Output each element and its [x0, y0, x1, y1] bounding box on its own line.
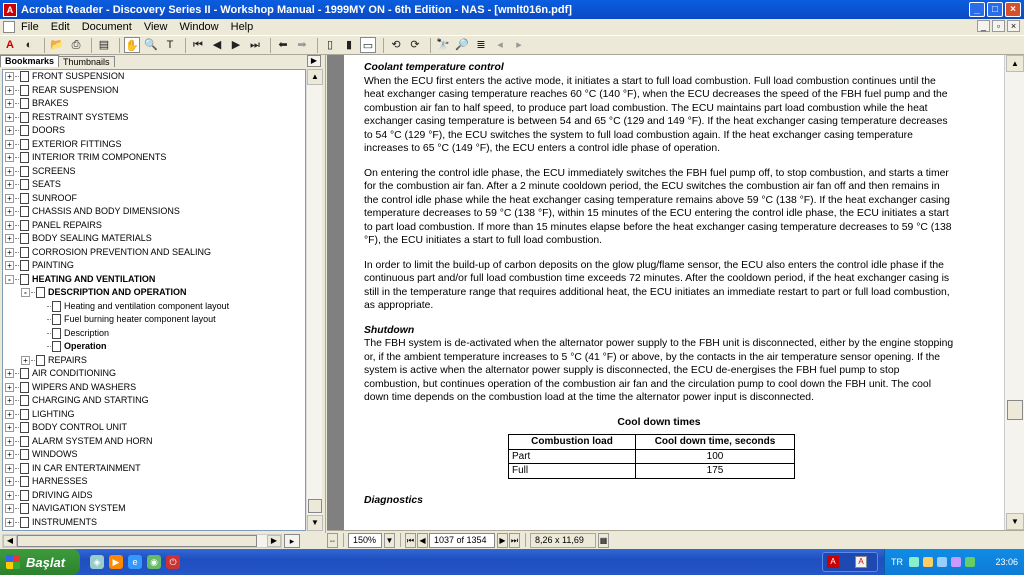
- bookmark-item[interactable]: [3, 300, 305, 314]
- status-separator: [400, 533, 401, 547]
- toolbar-separator: [430, 38, 431, 53]
- navigation-footer: [0, 533, 326, 549]
- menu-help[interactable]: Help: [230, 21, 254, 33]
- expand-icon[interactable]: +: [5, 234, 14, 243]
- bookmark-item[interactable]: [3, 394, 305, 408]
- table-cell: Full: [509, 464, 636, 479]
- bookmark-label: CHASSIS AND BODY DIMENSIONS: [32, 206, 180, 216]
- expand-icon[interactable]: +: [5, 477, 14, 486]
- bookmark-page-icon: [20, 260, 29, 271]
- collapse-icon[interactable]: -: [5, 275, 14, 284]
- toolbar-separator: [44, 38, 45, 53]
- tree-connector: [15, 387, 19, 388]
- bookmark-page-icon: [20, 206, 29, 217]
- expand-icon[interactable]: +: [5, 248, 14, 257]
- bookmark-label: DESCRIPTION AND OPERATION: [48, 287, 187, 297]
- bookmark-item[interactable]: [3, 286, 305, 300]
- table-title: Cool down times: [617, 416, 701, 428]
- bookmark-page-icon: [20, 179, 29, 190]
- table-cell: 175: [636, 464, 795, 479]
- table-cell: 100: [636, 449, 795, 464]
- bookmark-page-icon: [20, 449, 29, 460]
- pdf-window-icon[interactable]: A: [855, 556, 867, 568]
- bookmark-item[interactable]: [3, 516, 305, 530]
- pdf-page: [344, 55, 1004, 530]
- navigation-pane: [0, 55, 326, 549]
- bookmark-page-icon: [20, 166, 29, 177]
- bookmark-page-icon: [20, 517, 29, 528]
- split-handle-icon[interactable]: ⇔: [327, 533, 338, 548]
- table-cell: Part: [509, 449, 636, 464]
- tree-connector: [47, 306, 51, 307]
- tree-connector: [31, 360, 35, 361]
- tree-connector: [15, 441, 19, 442]
- hscroll-thumb[interactable]: [17, 535, 257, 547]
- doc-restore-button[interactable]: ▫: [992, 20, 1005, 32]
- tree-connector: [31, 292, 35, 293]
- expand-icon[interactable]: +: [5, 410, 14, 419]
- scroll-down-icon[interactable]: ▼: [307, 515, 323, 531]
- bookmark-item[interactable]: [3, 381, 305, 395]
- tree-connector: [15, 225, 19, 226]
- tree-connector: [15, 157, 19, 158]
- scroll-left-icon[interactable]: ◀: [3, 535, 17, 547]
- bookmark-label: PANEL REPAIRS: [32, 219, 102, 230]
- toolbar-separator: [383, 38, 384, 53]
- bookmark-label: CHARGING AND STARTING: [32, 395, 149, 405]
- toolbar-separator: [91, 38, 92, 53]
- tab-menu-arrow-icon[interactable]: ▶: [307, 55, 321, 67]
- expand-icon[interactable]: +: [5, 261, 14, 270]
- scroll-down-icon[interactable]: ▼: [1006, 513, 1024, 530]
- next-page-icon[interactable]: ▶: [231, 39, 241, 51]
- rotate-icon[interactable]: ⟲: [391, 39, 401, 51]
- tree-connector: [47, 346, 51, 347]
- language-indicator[interactable]: TR: [891, 557, 903, 567]
- doc-minimize-button[interactable]: _: [977, 20, 990, 32]
- browser-icon[interactable]: e: [128, 555, 142, 569]
- bookmark-item[interactable]: [3, 259, 305, 273]
- scroll-up-icon[interactable]: ▲: [1006, 55, 1024, 72]
- expand-icon[interactable]: +: [5, 194, 14, 203]
- zoom-dropdown-icon[interactable]: ▼: [384, 533, 395, 548]
- desktop-icon[interactable]: ◉: [147, 555, 161, 569]
- tree-connector: [15, 454, 19, 455]
- bookmark-item[interactable]: [3, 448, 305, 462]
- bookmark-label: HARNESSES: [32, 476, 88, 486]
- media-player-icon[interactable]: ▶: [109, 555, 123, 569]
- go-forward-icon[interactable]: ➡: [297, 39, 307, 51]
- power-icon[interactable]: ⏻: [166, 555, 180, 569]
- bookmark-item[interactable]: [3, 502, 305, 516]
- bookmark-item[interactable]: [3, 124, 305, 138]
- bookmark-page-icon: [20, 409, 29, 420]
- toolbar-separator: [270, 38, 271, 53]
- bookmark-label: NAVIGATION SYSTEM: [32, 503, 126, 513]
- menu-edit[interactable]: Edit: [50, 21, 70, 33]
- bookmark-page-icon: [36, 355, 45, 366]
- expand-icon[interactable]: +: [5, 153, 14, 162]
- paragraph: The FBH system is de-activated when the alternator power supply to the FBH unit is disconnected, either by the engine stopping or, if the ambient temperature increases to 5 °C (41 °F) or above, by the contacts in the air temperature sensor opening. If the system is active when the alternator power supply is disconnected, the ECU de-energises the FBH fuel pump to stop combustion, but continues operation of the combustion air fan and the circulation pump to cool down the FBH unit. The cool down time depends on the combustion load at the time the alternator power input is disconnected.: [364, 338, 954, 403]
- bookmark-item[interactable]: [3, 192, 305, 206]
- hand-tool-icon[interactable]: ✋: [124, 37, 140, 53]
- tab-bookmarks[interactable]: Bookmarks: [0, 55, 59, 67]
- bookmark-label: Description: [64, 327, 110, 338]
- expand-icon[interactable]: +: [5, 491, 14, 500]
- title-bar: [0, 0, 1024, 19]
- quicklaunch-icon[interactable]: ◈: [90, 555, 104, 569]
- tray-icon[interactable]: [965, 557, 975, 567]
- document-scrollbar[interactable]: [1004, 55, 1024, 530]
- bookmark-label: PAINTING: [32, 260, 74, 270]
- bookmark-page-icon: [20, 125, 29, 136]
- bookmark-item[interactable]: [3, 435, 305, 449]
- expand-icon[interactable]: +: [5, 450, 14, 459]
- bookmark-item[interactable]: [3, 421, 305, 435]
- close-button[interactable]: ×: [1005, 2, 1021, 17]
- bookmark-item[interactable]: [3, 489, 305, 503]
- tree-connector: [15, 171, 19, 172]
- tree-connector: [15, 481, 19, 482]
- tree-connector: [15, 468, 19, 469]
- section-heading: Diagnostics: [364, 494, 423, 506]
- first-page-icon[interactable]: ⏮: [193, 39, 203, 51]
- last-page-icon[interactable]: ⏭: [250, 39, 260, 51]
- expand-icon[interactable]: +: [5, 126, 14, 135]
- bookmark-item[interactable]: [3, 97, 305, 111]
- bookmark-page-icon: [20, 436, 29, 447]
- bookmark-item[interactable]: [3, 151, 305, 165]
- status-separator: [343, 533, 344, 547]
- menu-view[interactable]: View: [143, 21, 168, 33]
- pane-options-icon[interactable]: ▸: [284, 534, 300, 548]
- bookmark-item[interactable]: [3, 273, 305, 287]
- quick-launch: [90, 555, 185, 569]
- document-icon[interactable]: [3, 21, 15, 33]
- expand-icon[interactable]: +: [5, 464, 14, 473]
- taskbar-acrobat-item[interactable]: [822, 552, 878, 572]
- bookmark-label: IN CAR ENTERTAINMENT: [32, 462, 141, 473]
- paragraph: In order to limit the build-up of carbon deposits on the glow plug/flame sensor, the ECU also enters the control idle phase if the continuous part and/or full load combustion time exceeds 72 minutes. After the cooldown period, if the heat exchanger casing is still in the temperature range that requires additional heat, the ECU initiates an immediate restart to part or full load combustion, as appropriate.: [364, 259, 950, 311]
- bookmark-label: Fuel burning heater component layout: [64, 314, 216, 324]
- scroll-thumb[interactable]: [308, 499, 322, 513]
- bookmark-page-icon: [20, 422, 29, 433]
- bookmark-label: DRIVING AIDS: [32, 489, 93, 500]
- bookmark-page-icon: [36, 287, 45, 298]
- tree-connector: [15, 103, 19, 104]
- bookmark-label: SEATS: [32, 179, 61, 189]
- taskbar: [0, 549, 1024, 575]
- page-layout-icon[interactable]: ▦: [598, 533, 609, 548]
- bookmark-label: BODY CONTROL UNIT: [32, 422, 128, 432]
- bookmark-label: REAR SUSPENSION: [32, 84, 119, 95]
- expand-icon[interactable]: +: [5, 437, 14, 446]
- table-row: [509, 464, 795, 479]
- tree-connector: [15, 522, 19, 523]
- tray-icon[interactable]: [951, 557, 961, 567]
- menu-document[interactable]: Document: [81, 21, 132, 33]
- tree-connector: [15, 144, 19, 145]
- menu-file[interactable]: File: [21, 21, 39, 33]
- tray-icon[interactable]: [909, 557, 919, 567]
- bookmark-label: WINDOWS: [32, 449, 78, 459]
- open-icon[interactable]: 📂: [50, 39, 64, 51]
- paragraph: When the ECU first enters the active mode, it initiates a start to full load combustion. Full load combustion continues until the heat exchanger casing temperature reaches 60 °C (140 °F), when the ECU decreases the speed of the FBH fuel pump and the combustion air fan to half speed, to produce part load combustion. The ECU maintains part load combustion while the heat exchanger casing temperature is between 54 and 65 °C (129 and 149 °F). If the heat exchanger casing temperature decreases to 54 °C (129 °F), the ECU switches the system to full load combustion again. If the heat exchanger casing temperature increases to 65 °C (149 °F), the ECU enters a control idle phase of operation.: [364, 75, 948, 154]
- bookmark-page-icon: [52, 314, 61, 325]
- bookmark-scrollbar[interactable]: [306, 69, 322, 531]
- window-title: Acrobat Reader - Discovery Series II - Workshop Manual - 1999MY ON - 6th Edition - NAS - [wmlt016n.pdf]: [21, 3, 572, 16]
- bookmark-page-icon: [20, 112, 29, 123]
- bookmark-page-icon: [20, 193, 29, 204]
- go-back-icon[interactable]: ⬅: [278, 39, 288, 51]
- tree-connector: [15, 130, 19, 131]
- expand-icon[interactable]: +: [5, 518, 14, 527]
- bookmark-item[interactable]: [3, 111, 305, 125]
- fit-page-icon[interactable]: ▮: [345, 39, 353, 51]
- bookmark-label: ALARM SYSTEM AND HORN: [32, 435, 153, 446]
- acrobat-icon: A: [827, 556, 839, 568]
- expand-icon[interactable]: +: [5, 99, 14, 108]
- section-heading: Coolant temperature control: [364, 62, 504, 73]
- fit-width-icon[interactable]: ▭: [360, 37, 376, 53]
- bookmark-item[interactable]: [3, 340, 305, 354]
- scroll-right-icon[interactable]: ▶: [267, 535, 281, 547]
- bookmark-page-icon: [20, 395, 29, 406]
- table-header-cell: Cool down time, seconds: [636, 435, 795, 450]
- bookmark-item[interactable]: [3, 327, 305, 341]
- status-bar: [327, 530, 1024, 549]
- expand-icon[interactable]: +: [5, 140, 14, 149]
- bookmark-label: WIPERS AND WASHERS: [32, 381, 137, 392]
- bookmark-label: SCREENS: [32, 165, 76, 176]
- bookmark-page-icon: [20, 476, 29, 487]
- bookmark-label: REPAIRS: [48, 354, 87, 365]
- start-label: Başlat: [26, 554, 66, 570]
- cool-down-table: [508, 434, 795, 479]
- minimize-button[interactable]: _: [969, 2, 985, 17]
- bookmark-label: BODY SEALING MATERIALS: [32, 233, 152, 243]
- tree-connector: [15, 252, 19, 253]
- menu-window[interactable]: Window: [179, 21, 219, 33]
- toolbar: [0, 35, 1024, 55]
- bookmark-item[interactable]: [3, 232, 305, 246]
- bookmark-page-icon: [20, 503, 29, 514]
- print-icon[interactable]: ⎙: [71, 39, 81, 51]
- expand-icon[interactable]: +: [5, 167, 14, 176]
- tray-icon[interactable]: [937, 557, 947, 567]
- actual-size-icon[interactable]: ▯: [326, 39, 334, 51]
- bookmark-item[interactable]: [3, 70, 305, 84]
- bookmark-label: CORROSION PREVENTION AND SEALING: [32, 246, 212, 257]
- previous-page-icon[interactable]: ◀: [212, 39, 222, 51]
- maximize-button[interactable]: □: [987, 2, 1003, 17]
- menu-bar: [0, 19, 1024, 35]
- bookmark-item[interactable]: [3, 408, 305, 422]
- zoom-tool-icon[interactable]: 🔍: [144, 39, 158, 51]
- bookmark-label: RESTRAINT SYSTEMS: [32, 111, 129, 122]
- bookmark-item[interactable]: [3, 178, 305, 192]
- bookmark-label: DOORS: [32, 125, 66, 135]
- rotate-clockwise-icon[interactable]: ⟳: [410, 39, 420, 51]
- bookmark-label: HEATING AND VENTILATION: [32, 273, 156, 284]
- tree-connector: [15, 414, 19, 415]
- first-page-icon[interactable]: ⏮: [405, 533, 416, 548]
- bookmark-item[interactable]: [3, 462, 305, 476]
- find-icon[interactable]: 🔭: [436, 39, 450, 51]
- bookmark-label: INTERIOR TRIM COMPONENTS: [32, 152, 167, 162]
- bookmark-label: AIR CONDITIONING: [32, 368, 117, 378]
- scroll-up-icon[interactable]: ▲: [307, 69, 323, 85]
- bookmark-label: EXTERIOR FITTINGS: [32, 138, 122, 149]
- tree-connector: [15, 427, 19, 428]
- toolbar-separator: [317, 38, 318, 53]
- toolbar-separator: [185, 38, 186, 53]
- scroll-thumb[interactable]: [1007, 400, 1023, 420]
- bookmark-item[interactable]: [3, 205, 305, 219]
- tray-icon[interactable]: [923, 557, 933, 567]
- collapse-icon[interactable]: -: [21, 288, 30, 297]
- web-icon[interactable]: ◐: [25, 39, 33, 51]
- bookmark-item[interactable]: [3, 367, 305, 381]
- tree-connector: [15, 211, 19, 212]
- bookmark-page-icon: [20, 382, 29, 393]
- bookmark-item[interactable]: [3, 313, 305, 327]
- tree-connector: [15, 265, 19, 266]
- bookmark-page-icon: [20, 463, 29, 474]
- bookmark-tree: [2, 69, 306, 531]
- expand-icon[interactable]: +: [5, 113, 14, 122]
- expand-icon[interactable]: +: [5, 504, 14, 513]
- toolbar-separator: [119, 38, 120, 53]
- page-number-field[interactable]: 1037 of 1354: [429, 533, 495, 548]
- expand-icon[interactable]: +: [5, 207, 14, 216]
- bookmark-page-icon: [20, 98, 29, 109]
- bookmark-item[interactable]: [3, 138, 305, 152]
- tree-connector: [15, 184, 19, 185]
- bookmark-page-icon: [20, 490, 29, 501]
- clock: 23:06: [995, 557, 1018, 567]
- bookmark-item[interactable]: [3, 354, 305, 368]
- previous-highlight-icon[interactable]: ◂: [497, 39, 503, 51]
- bookmark-page-icon: [20, 152, 29, 163]
- tree-connector: [15, 76, 19, 77]
- bookmark-label: INSTRUMENTS: [32, 516, 97, 527]
- page-content: [364, 61, 954, 507]
- bookmark-label: FRONT SUSPENSION: [32, 71, 125, 81]
- bookmark-page-icon: [20, 368, 29, 379]
- bookmark-item[interactable]: [3, 246, 305, 260]
- tree-connector: [15, 198, 19, 199]
- expand-icon[interactable]: +: [5, 396, 14, 405]
- search-icon[interactable]: 🔎: [455, 39, 469, 51]
- tree-connector: [15, 373, 19, 374]
- next-page-icon[interactable]: ▶: [497, 533, 508, 548]
- bookmark-page-icon: [20, 274, 29, 285]
- navigation-tabs: [0, 55, 326, 67]
- bookmark-label: Operation: [64, 341, 107, 351]
- table-row: [509, 449, 795, 464]
- bookmark-label: Heating and ventilation component layout: [64, 300, 230, 311]
- show-hide-navigation-icon[interactable]: ▤: [98, 39, 110, 51]
- bookmark-item[interactable]: [3, 84, 305, 98]
- table-header-row: [509, 435, 795, 450]
- search-results-icon[interactable]: ≣: [476, 39, 486, 51]
- expand-icon[interactable]: +: [21, 356, 30, 365]
- document-view[interactable]: [327, 55, 1004, 530]
- bookmark-page-icon: [20, 247, 29, 258]
- status-separator: [525, 533, 526, 547]
- bookmark-page-icon: [20, 233, 29, 244]
- expand-icon[interactable]: +: [5, 369, 14, 378]
- last-page-icon[interactable]: ⏭: [509, 533, 520, 548]
- tree-connector: [15, 90, 19, 91]
- tree-connector: [47, 319, 51, 320]
- bookmark-item[interactable]: [3, 165, 305, 179]
- tab-thumbnails[interactable]: Thumbnails: [58, 56, 115, 67]
- expand-icon[interactable]: +: [5, 221, 14, 230]
- tree-connector: [15, 400, 19, 401]
- bookmark-page-icon: [20, 220, 29, 231]
- bookmark-label: BRAKES: [32, 98, 69, 108]
- bookmark-hscrollbar[interactable]: [2, 534, 282, 548]
- page-size-field: 8,26 x 11,69: [530, 533, 596, 548]
- bookmark-page-icon: [20, 139, 29, 150]
- windows-logo-icon: [6, 555, 20, 569]
- text-select-icon[interactable]: T: [166, 39, 174, 51]
- paragraph: On entering the control idle phase, the ECU immediately switches the FBH fuel pump off, to stop combustion, and starts a timer for the combustion air fan. After a 2 minute cooldown period, the ECU switches the combustion air fan off and then remains in the control idle phase while the heat exchanger casing temperature remains above 59 °C (138 °F). If the heat exchanger casing temperature decreases to 59 °C (138 °F), within 15 minutes of the ECU entering the control idle phase, the ECU initiates a start to part load combustion. If more than 15 minutes elapse before the heat exchanger casing temperature decreases to 59 °C (138 °F), the ECU initiates a start to full load combustion.: [364, 167, 952, 246]
- expand-icon[interactable]: +: [5, 180, 14, 189]
- doc-close-button[interactable]: ×: [1007, 20, 1020, 32]
- start-button[interactable]: [0, 549, 80, 575]
- tree-connector: [15, 279, 19, 280]
- expand-icon[interactable]: +: [5, 72, 14, 81]
- previous-page-icon[interactable]: ◀: [417, 533, 428, 548]
- bookmark-item[interactable]: [3, 475, 305, 489]
- bookmark-page-icon: [52, 341, 61, 352]
- zoom-field[interactable]: 150%: [348, 533, 382, 548]
- tree-connector: [47, 333, 51, 334]
- bookmark-page-icon: [20, 71, 29, 82]
- tree-connector: [15, 238, 19, 239]
- bookmark-page-icon: [20, 85, 29, 96]
- system-tray: [884, 549, 1024, 575]
- expand-icon[interactable]: +: [5, 423, 14, 432]
- bookmark-item[interactable]: [3, 219, 305, 233]
- tree-connector: [15, 117, 19, 118]
- next-highlight-icon[interactable]: ▸: [516, 39, 522, 51]
- bookmark-page-icon: [52, 328, 61, 339]
- section-heading: Shutdown: [364, 324, 415, 336]
- bookmark-label: LIGHTING: [32, 408, 75, 419]
- acrobat-app-icon[interactable]: A: [3, 3, 17, 17]
- expand-icon[interactable]: +: [5, 86, 14, 95]
- tree-connector: [15, 508, 19, 509]
- expand-icon[interactable]: +: [5, 383, 14, 392]
- bookmark-page-icon: [52, 301, 61, 312]
- tree-connector: [15, 495, 19, 496]
- table-header-cell: Combustion load: [509, 435, 636, 450]
- bookmark-label: SUNROOF: [32, 192, 77, 203]
- acrobat-logo-icon[interactable]: A: [6, 39, 14, 51]
